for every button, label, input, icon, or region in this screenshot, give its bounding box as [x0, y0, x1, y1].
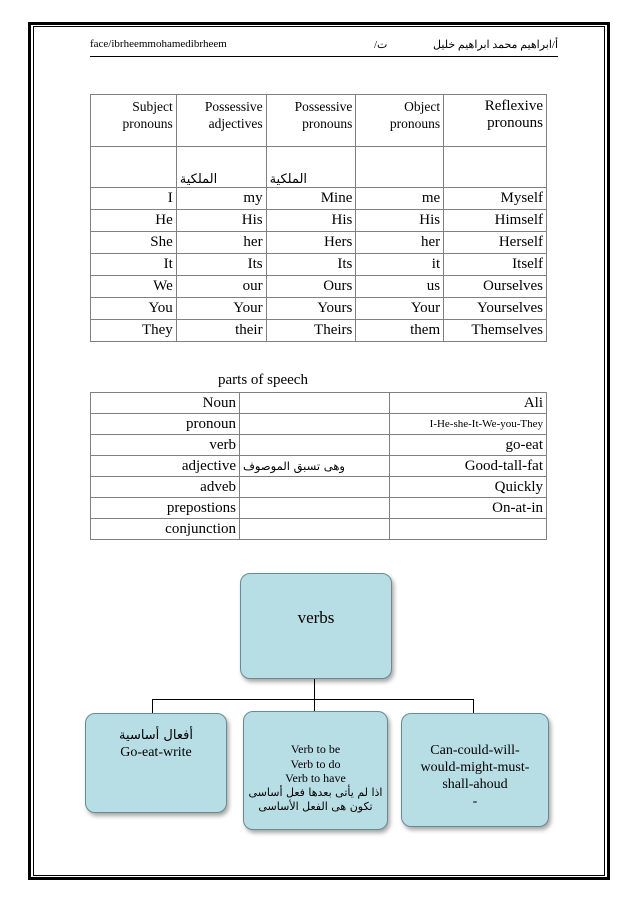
- table-cell: His: [266, 210, 356, 232]
- table-cell: You: [91, 298, 177, 320]
- arabic-cell: [444, 147, 547, 188]
- node-line: أفعال أساسية: [119, 728, 193, 743]
- table-cell: It: [91, 254, 177, 276]
- node-line: Verb to be: [290, 742, 341, 756]
- table-cell: Its: [266, 254, 356, 276]
- header-rule: [90, 56, 558, 57]
- example-cell: go-eat: [390, 435, 547, 456]
- table-cell: my: [176, 188, 266, 210]
- diagram-root-verbs: [240, 573, 392, 679]
- table-row: [91, 393, 547, 414]
- table-row: [91, 477, 547, 498]
- note-cell: [240, 519, 390, 540]
- table-cell: Your: [176, 298, 266, 320]
- arabic-cell: [91, 147, 177, 188]
- table-row: [91, 435, 547, 456]
- header-object: Object pronouns: [356, 95, 444, 147]
- note-cell: [240, 414, 390, 435]
- term-cell: verb: [91, 435, 240, 456]
- root-label: verbs: [297, 608, 335, 627]
- table-cell: her: [176, 232, 266, 254]
- note-cell: [240, 435, 390, 456]
- table-cell: Theirs: [266, 320, 356, 342]
- term-cell: adveb: [91, 477, 240, 498]
- table-cell: His: [356, 210, 444, 232]
- table-cell: Herself: [444, 232, 547, 254]
- node-line: Go-eat-write: [120, 745, 192, 760]
- arabic-cell: الملكية: [176, 147, 266, 188]
- table-cell: Itself: [444, 254, 547, 276]
- node-line: تكون هى الفعل الأساسى: [258, 800, 373, 813]
- table-cell: Ourselves: [444, 276, 547, 298]
- term-cell: pronoun: [91, 414, 240, 435]
- table-row: [91, 232, 547, 254]
- table-cell: Myself: [444, 188, 547, 210]
- example-cell: Ali: [390, 393, 547, 414]
- table-cell: They: [91, 320, 177, 342]
- example-cell: On-at-in: [390, 498, 547, 519]
- parts-of-speech-title: parts of speech: [218, 372, 308, 388]
- table-row: [91, 254, 547, 276]
- connector-left: [152, 699, 153, 713]
- header-phone-label: ت/: [374, 39, 388, 51]
- note-cell: [240, 477, 390, 498]
- table-cell: Himself: [444, 210, 547, 232]
- table-cell: Yours: [266, 298, 356, 320]
- table-cell: She: [91, 232, 177, 254]
- table-cell: Ours: [266, 276, 356, 298]
- node-line: would-might-must-: [420, 760, 530, 775]
- table-row: [91, 498, 547, 519]
- pronoun-table: [90, 94, 547, 342]
- table-cell: We: [91, 276, 177, 298]
- term-cell: prepostions: [91, 498, 240, 519]
- table-cell: me: [356, 188, 444, 210]
- node-line: -: [472, 794, 478, 809]
- node-line: shall-ahoud: [442, 777, 508, 792]
- note-cell: وهى تسبق الموصوف: [240, 456, 390, 477]
- note-cell: [240, 498, 390, 519]
- page-header: [90, 38, 558, 56]
- table-row: [91, 414, 547, 435]
- table-cell: I: [91, 188, 177, 210]
- table-row: [91, 188, 547, 210]
- arabic-cell: الملكية: [266, 147, 356, 188]
- header-facebook: face/ibrheemmohamedibrheem: [90, 38, 227, 50]
- node-line: Can-could-will-: [430, 743, 520, 758]
- example-cell: I-He-she-It-We-you-They: [390, 414, 547, 435]
- term-cell: conjunction: [91, 519, 240, 540]
- table-cell: us: [356, 276, 444, 298]
- node-line: Verb to have: [285, 771, 346, 785]
- table-cell: Hers: [266, 232, 356, 254]
- term-cell: adjective: [91, 456, 240, 477]
- header-possessive-pronouns: Possessive pronouns: [266, 95, 356, 147]
- table-row: [91, 456, 547, 477]
- note-cell: [240, 393, 390, 414]
- table-cell: them: [356, 320, 444, 342]
- example-cell: Good-tall-fat: [390, 456, 547, 477]
- table-cell: their: [176, 320, 266, 342]
- table-row: [91, 276, 547, 298]
- pronoun-arabic-row: [91, 147, 547, 188]
- table-cell: Your: [356, 298, 444, 320]
- table-cell: Its: [176, 254, 266, 276]
- table-cell: His: [176, 210, 266, 232]
- table-cell: Themselves: [444, 320, 547, 342]
- term-cell: Noun: [91, 393, 240, 414]
- diagram-node-main-verbs: [85, 713, 227, 813]
- node-line: اذا لم يأتى بعدها فعل أساسى: [248, 785, 383, 799]
- header-subject: Subject pronouns: [91, 95, 177, 147]
- connector-right: [473, 699, 474, 713]
- table-row: [91, 320, 547, 342]
- table-cell: our: [176, 276, 266, 298]
- diagram-node-auxiliary-verbs: [243, 711, 388, 830]
- connector-vertical-root: [314, 677, 315, 699]
- table-cell: it: [356, 254, 444, 276]
- pronoun-table-header: [91, 95, 547, 147]
- node-line: Verb to do: [290, 756, 341, 771]
- header-author: أ/ابراهيم محمد ابراهيم خليل: [433, 39, 558, 51]
- table-row: [91, 298, 547, 320]
- table-cell: Yourselves: [444, 298, 547, 320]
- parts-of-speech-table: [90, 392, 547, 540]
- header-reflexive: Reflexive pronouns: [444, 95, 547, 147]
- table-row: [91, 519, 547, 540]
- header-possessive-adjectives: Possessive adjectives: [176, 95, 266, 147]
- connector-horizontal: [152, 699, 474, 700]
- example-cell: Quickly: [390, 477, 547, 498]
- connector-mid: [314, 699, 315, 711]
- table-row: [91, 210, 547, 232]
- diagram-node-modal-verbs: [401, 713, 549, 827]
- table-cell: He: [91, 210, 177, 232]
- example-cell: [390, 519, 547, 540]
- table-cell: her: [356, 232, 444, 254]
- table-cell: Mine: [266, 188, 356, 210]
- arabic-cell: [356, 147, 444, 188]
